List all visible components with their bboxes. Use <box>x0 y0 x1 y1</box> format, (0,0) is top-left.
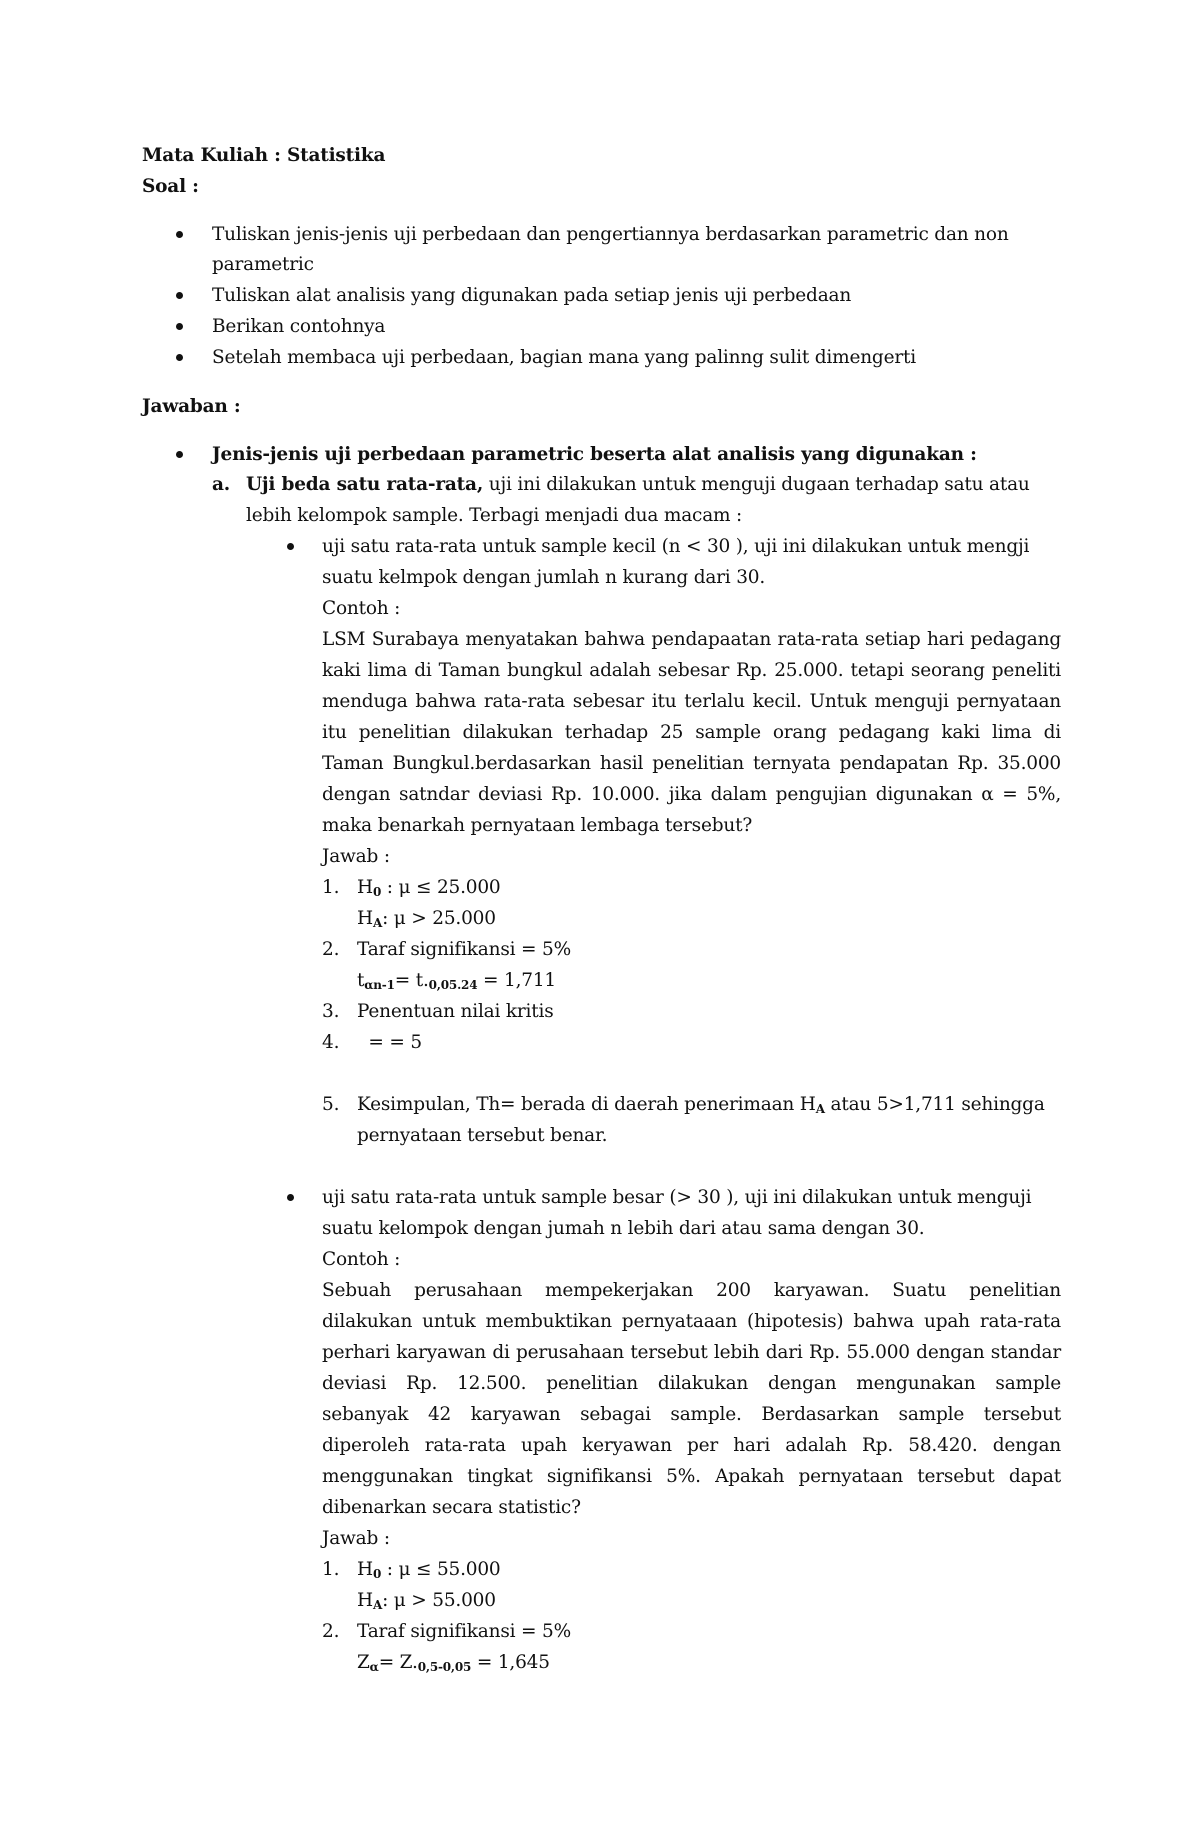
course-title: Mata Kuliah : Statistika <box>142 145 386 166</box>
item-a-desc-cont: lebih kelompok sample. Terbagi menjadi dua macam : <box>246 505 743 526</box>
question-4: Setelah membaca uji perbedaan, bagian mana yang palinng sulit dimengerti <box>212 347 916 368</box>
large-sample-bullet: uji satu rata-rata untuk sample besar (> 30 ), uji ini dilakukan untuk menguji <box>322 1187 1032 1208</box>
item-a-title: Uji beda satu rata-rata, <box>246 474 484 495</box>
step-number: 5. <box>322 1094 340 1115</box>
small-jawab-label: Jawab : <box>322 846 390 867</box>
small-t-value: $t_{\alpha n-1}= t._{0,05.24} = 1,711$ <box>357 970 556 992</box>
bullet-icon <box>176 231 183 238</box>
large-para-line: deviasi Rp. 12.500. penelitian dilakukan dengan mengunakan sample <box>322 1373 1061 1394</box>
large-contoh-label: Contoh : <box>322 1249 401 1270</box>
question-1: Tuliskan jenis-jenis uji perbedaan dan pengertiannya berdasarkan parametric dan non <box>212 224 1009 245</box>
large-para-line: Sebuah perusahaan mempekerjakan 200 karyawan. Suatu penelitian <box>322 1280 1061 1301</box>
large-z-value: $Z_\alpha= Z._{0,5-0,05} = 1,645$ <box>357 1652 550 1674</box>
question-2: Tuliskan alat analisis yang digunakan pada setiap jenis uji perbedaan <box>212 285 852 306</box>
step-number: 4. <box>322 1032 340 1053</box>
step-number: 1. <box>322 877 340 898</box>
bullet-icon <box>176 323 183 330</box>
large-ha: $H_A$: μ > 55.000 <box>357 1590 496 1612</box>
large-para-line: diperoleh rata-rata upah keryawan per hari adalah Rp. 58.420. dengan <box>322 1435 1061 1456</box>
bullet-icon <box>176 451 183 458</box>
small-kesimpulan: Kesimpulan, Th= berada di daerah penerimaan $H_A$ atau 5>1,711 sehingga <box>357 1094 1045 1116</box>
step-number: 2. <box>322 939 340 960</box>
jawaban-label: Jawaban : <box>142 396 241 417</box>
small-para-line: Taman Bungkul.berdasarkan hasil penelitian ternyata pendapatan Rp. 35.000 <box>322 753 1061 774</box>
small-h0: $H_0$ : μ ≤ 25.000 <box>357 877 501 899</box>
small-th-value: = = 5 <box>357 1032 422 1053</box>
large-para-line: perhari karyawan di perusahaan tersebut lebih dari Rp. 55.000 dengan standar <box>322 1342 1061 1363</box>
item-a-line <box>246 473 1030 497</box>
large-para-line: dibenarkan secara statistic? <box>322 1497 581 1518</box>
large-taraf: Taraf signifikansi = 5% <box>357 1621 571 1642</box>
item-a-marker: a. <box>212 474 231 495</box>
large-para-line: menggunakan tingkat signifikansi 5%. Apakah pernyataan tersebut dapat <box>322 1466 1061 1487</box>
small-nilai-kritis: Penentuan nilai kritis <box>357 1001 554 1022</box>
small-para-line: LSM Surabaya menyatakan bahwa pendapaatan rata-rata setiap hari pedagang <box>322 629 1061 650</box>
bullet-icon <box>176 354 183 361</box>
soal-label: Soal : <box>142 176 199 197</box>
step-number: 2. <box>322 1621 340 1642</box>
step-number: 3. <box>322 1001 340 1022</box>
small-kesimpulan-cont: pernyataan tersebut benar. <box>357 1125 608 1146</box>
large-sample-bullet-cont: suatu kelompok dengan jumah n lebih dari atau sama dengan 30. <box>322 1218 925 1239</box>
question-1-cont: parametric <box>212 254 314 275</box>
small-sample-bullet: uji satu rata-rata untuk sample kecil (n < 30 ), uji ini dilakukan untuk mengji <box>322 536 1030 557</box>
small-para-line: itu penelitian dilakukan terhadap 25 sample orang pedagang kaki lima di <box>322 722 1061 743</box>
bullet-icon <box>176 292 183 299</box>
item-a-desc: uji ini dilakukan untuk menguji dugaan terhadap satu atau <box>483 474 1030 495</box>
step-number: 1. <box>322 1559 340 1580</box>
large-para-line: sebanyak 42 karyawan sebagai sample. Berdasarkan sample tersebut <box>322 1404 1061 1425</box>
small-para-line: menduga bahwa rata-rata sebesar itu terlalu kecil. Untuk menguji pernyataan <box>322 691 1061 712</box>
large-h0: $H_0$ : μ ≤ 55.000 <box>357 1559 501 1581</box>
small-contoh-label: Contoh : <box>322 598 401 619</box>
small-para-line: maka benarkah pernyataan lembaga tersebut? <box>322 815 753 836</box>
small-para-line: dengan satndar deviasi Rp. 10.000. jika dalam pengujian digunakan α = 5%, <box>322 784 1061 805</box>
small-sample-bullet-cont: suatu kelmpok dengan jumlah n kurang dari 30. <box>322 567 766 588</box>
large-jawab-label: Jawab : <box>322 1528 390 1549</box>
small-ha: $H_A$: μ > 25.000 <box>357 908 496 930</box>
small-para-line: kaki lima di Taman bungkul adalah sebesar Rp. 25.000. tetapi seorang peneliti <box>322 660 1061 681</box>
large-para-line: dilakukan untuk membuktikan pernyataaan (hipotesis) bahwa upah rata-rata <box>322 1311 1061 1332</box>
bullet-icon <box>287 543 294 550</box>
question-3: Berikan contohnya <box>212 316 386 337</box>
bullet-icon <box>287 1194 294 1201</box>
small-taraf: Taraf signifikansi = 5% <box>357 939 571 960</box>
answer-heading: Jenis-jenis uji perbedaan parametric beserta alat analisis yang digunakan : <box>212 444 977 465</box>
